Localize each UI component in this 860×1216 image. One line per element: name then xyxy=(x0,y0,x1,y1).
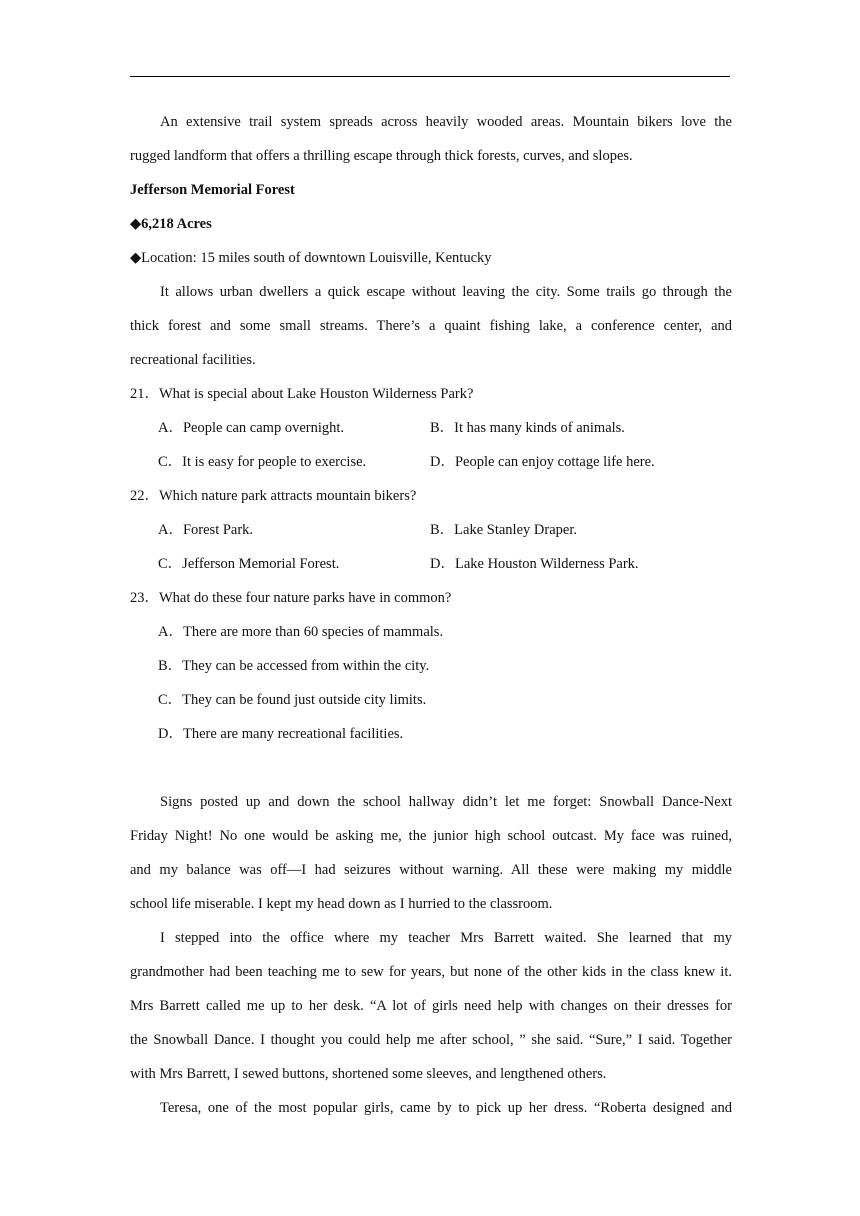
option-row xyxy=(130,411,732,445)
text-line: rugged landform that offers a thrilling escape through thick forests, curves, and slopes. xyxy=(130,148,633,164)
option-c: C．Jefferson Memorial Forest. xyxy=(158,556,340,572)
question-stem: 21．What is special about Lake Houston Wilderness Park? xyxy=(130,386,474,402)
text-line: Friday Night! No one would be asking me, the junior high school outcast. My face was ruined, xyxy=(130,828,732,844)
text-line: and my balance was off—I had seizures without warning. All these were making my middle xyxy=(130,862,732,878)
option-c: C．They can be found just outside city limits. xyxy=(158,692,427,708)
passage-d-paragraph-1 xyxy=(130,785,732,921)
text-line: It allows urban dwellers a quick escape without leaving the city. Some trails go through the xyxy=(160,284,732,300)
passage-c-paragraph-2 xyxy=(130,275,732,377)
option-a: A．People can camp overnight. xyxy=(158,420,345,436)
passage-d-paragraph-2 xyxy=(130,921,732,1091)
park-heading: Jefferson Memorial Forest xyxy=(130,182,295,198)
option-b: B．Lake Stanley Draper. xyxy=(430,522,577,538)
option-row xyxy=(130,445,732,479)
option-d: D．People can enjoy cottage life here. xyxy=(430,454,655,470)
question-stem: 23．What do these four nature parks have in common? xyxy=(130,590,452,606)
text-line: Teresa, one of the most popular girls, came by to pick up her dress. “Roberta designed and xyxy=(160,1100,732,1116)
option-b: B．They can be accessed from within the city. xyxy=(158,658,430,674)
passage-c-paragraph-1 xyxy=(130,105,732,173)
section-spacer xyxy=(130,751,732,785)
text-line: recreational facilities. xyxy=(130,352,256,368)
park-location: ◆Location: 15 miles south of downtown Louisville, Kentucky xyxy=(130,250,492,266)
passage-d-paragraph-3 xyxy=(130,1091,732,1125)
text-line: Mrs Barrett called me up to her desk. “A lot of girls need help with changes on their dresses for xyxy=(130,998,732,1014)
question-21 xyxy=(130,377,732,479)
text-line: school life miserable. I kept my head down as I hurried to the classroom. xyxy=(130,896,553,912)
option-row xyxy=(130,513,732,547)
option-c: C．It is easy for people to exercise. xyxy=(158,454,367,470)
text-line: Signs posted up and down the school hallway didn’t let me forget: Snowball Dance-Next xyxy=(160,794,732,810)
question-23 xyxy=(130,581,732,751)
header-rule xyxy=(130,76,730,77)
option-a: A．There are more than 60 species of mammals. xyxy=(158,624,444,640)
text-line: the Snowball Dance. I thought you could help me after school, ” she said. “Sure,” I said. Together xyxy=(130,1032,732,1048)
question-stem: 22．Which nature park attracts mountain bikers? xyxy=(130,488,417,504)
text-line: with Mrs Barrett, I sewed buttons, shortened some sleeves, and lengthened others. xyxy=(130,1066,607,1082)
option-d: D．There are many recreational facilities. xyxy=(158,726,404,742)
option-row xyxy=(130,547,732,581)
page-content xyxy=(130,105,732,1125)
park-acres: ◆6,218 Acres xyxy=(130,216,212,232)
text-line: An extensive trail system spreads across heavily wooded areas. Mountain bikers love the xyxy=(160,114,732,130)
option-b: B．It has many kinds of animals. xyxy=(430,420,625,436)
option-a: A．Forest Park. xyxy=(158,522,254,538)
text-line: thick forest and some small streams. There’s a quaint fishing lake, a conference center, and xyxy=(130,318,732,334)
text-line: grandmother had been teaching me to sew for years, but none of the other kids in the class knew it. xyxy=(130,964,732,980)
text-line: I stepped into the office where my teacher Mrs Barrett waited. She learned that my xyxy=(160,930,732,946)
option-d: D．Lake Houston Wilderness Park. xyxy=(430,556,639,572)
question-22 xyxy=(130,479,732,581)
